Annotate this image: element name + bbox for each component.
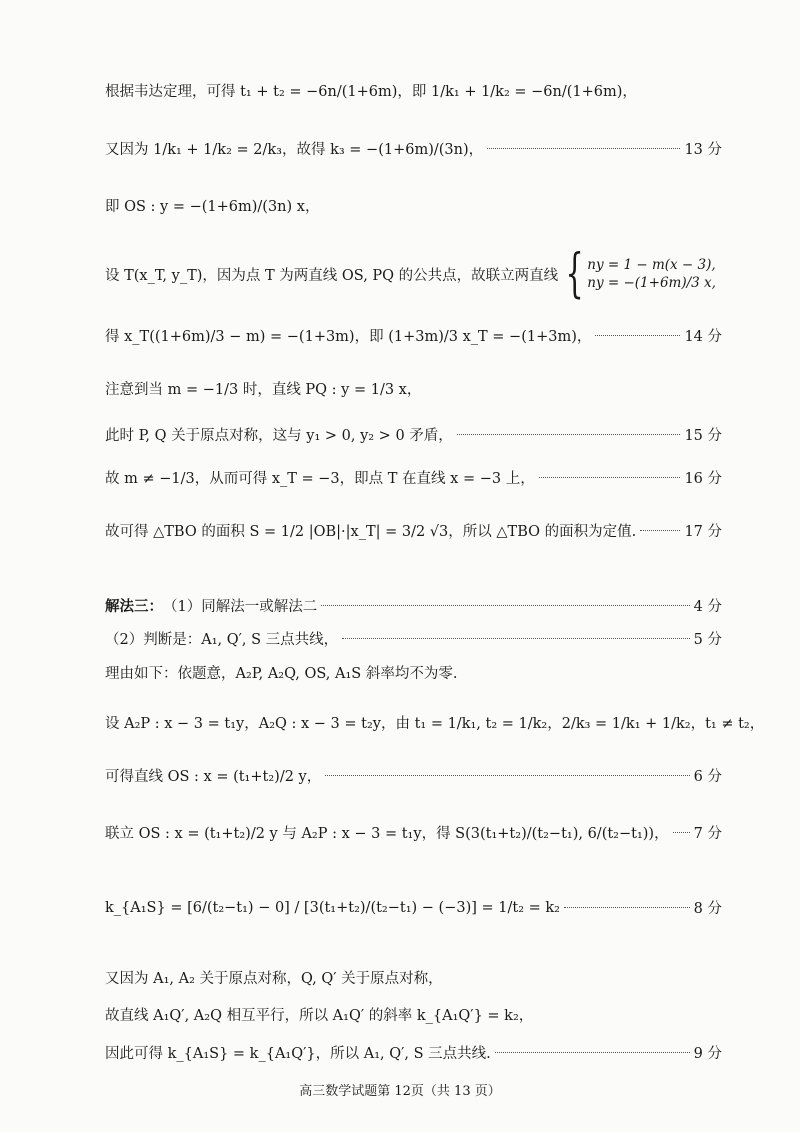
line-text: （2）判断是：A₁, Q′, S 三点共线， [105, 632, 339, 648]
score-mark: 7 分 [693, 826, 722, 842]
line-text: 又因为 A₁, A₂ 关于原点对称，Q, Q′ 关于原点对称， [105, 971, 443, 987]
line-slope-a1s [105, 897, 722, 918]
method-label: 解法三： [105, 598, 163, 615]
line-os [105, 195, 722, 216]
line-t-on-line [105, 467, 722, 488]
score-mark: 17 分 [684, 524, 722, 540]
dot-leader [564, 907, 690, 908]
dot-leader [640, 530, 680, 531]
score-mark: 16 分 [684, 471, 722, 487]
score-mark: 5 分 [693, 632, 722, 648]
line-text: 因此可得 k_{A₁S} = k_{A₁Q′}，所以 A₁, Q′, S 三点共线. [105, 1046, 491, 1062]
line-setup [105, 712, 765, 733]
line-text: 故直线 A₁Q′, A₂Q 相互平行，所以 A₁Q′ 的斜率 k_{A₁Q′} = k₂， [105, 1008, 534, 1024]
line-os-x [105, 765, 722, 786]
score-mark: 13 分 [684, 142, 722, 158]
line-text: k_{A₁S} = [6/(t₂−t₁) − 0] / [3(t₁+t₂)/(t₂−t₁) − (−3)] = 1/t₂ = k₂ [105, 899, 560, 916]
line-parallel [105, 1004, 722, 1025]
equation-system: { ny = 1 − m(x − 3), ny = −(1+6m)/3 x, [565, 244, 716, 304]
dot-leader [342, 638, 689, 639]
line-text: 注意到当 m = −1/3 时，直线 PQ : y = 1/3 x， [105, 382, 422, 398]
line-contradiction [105, 424, 722, 445]
dot-leader [539, 477, 681, 478]
dot-leader [321, 605, 689, 606]
score-mark: 14 分 [684, 329, 722, 345]
line-text: 设 A₂P : x − 3 = t₁y，A₂Q : x − 3 = t₂y，由 t₁ = 1/k₁, t₂ = 1/k₂，2/k₃ = 1/k₁ + 1/k₂，t₁ ≠ t₂， [105, 716, 765, 732]
line-text: 又因为 1/k₁ + 1/k₂ = 2/k₃，故得 k₃ = −(1+6m)/(3n)， [105, 142, 484, 158]
dot-leader [457, 434, 681, 435]
line-text: 此时 P, Q 关于原点对称，这与 y₁ > 0, y₂ > 0 矛盾， [105, 428, 453, 444]
line-reason [105, 662, 722, 683]
line-xt [105, 325, 722, 346]
line-system [105, 244, 722, 304]
line-k3 [105, 138, 722, 159]
line-special-case [105, 378, 722, 399]
score-mark: 9 分 [693, 1046, 722, 1062]
line-area [105, 520, 722, 541]
score-mark: 4 分 [693, 599, 722, 615]
line-text: 根据韦达定理，可得 t₁ + t₂ = −6n/(1+6m)，即 1/k₁ + 1/k₂ = −6n/(1+6m)， [105, 84, 637, 100]
dot-leader [595, 335, 680, 336]
system-eq-2: ny = −(1+6m)/3 x, [587, 275, 716, 291]
dot-leader [325, 775, 689, 776]
line-text: 故 m ≠ −1/3，从而可得 x_T = −3，即点 T 在直线 x = −3 上， [105, 471, 535, 487]
system-eq-1: ny = 1 − m(x − 3), [587, 257, 716, 273]
line-symmetry [105, 967, 722, 988]
line-text: 联立 OS : x = (t₁+t₂)/2 y 与 A₂P : x − 3 = t₁y，得 S(3(t₁+t₂)/(t₂−t₁), 6/(t₂−t₁))， [105, 826, 669, 842]
line-text: （1）同解法一或解法二 [163, 599, 318, 615]
score-mark: 15 分 [684, 428, 722, 444]
line-text: 即 OS : y = −(1+6m)/(3n) x， [105, 199, 320, 215]
score-mark: 8 分 [693, 901, 722, 917]
line-collinear [105, 1042, 722, 1063]
dot-leader [673, 832, 690, 833]
line-vieta [105, 80, 722, 101]
line-point-s [105, 822, 722, 843]
line-text: 设 T(x_T, y_T)，因为点 T 为两直线 OS, PQ 的公共点，故联立两直线 [105, 267, 559, 284]
line-text: 得 x_T((1+6m)/3 − m) = −(1+3m)，即 (1+3m)/3 x_T = −(1+3m)， [105, 329, 592, 345]
line-method3-part1 [105, 595, 722, 616]
line-method3-part2 [105, 628, 722, 649]
dot-leader [487, 148, 680, 149]
line-text: 可得直线 OS : x = (t₁+t₂)/2 y， [105, 769, 322, 785]
line-text: 故可得 △TBO 的面积 S = 1/2 |OB|·|x_T| = 3/2 √3，所以 △TBO 的面积为定值. [105, 524, 637, 540]
score-mark: 6 分 [693, 769, 722, 785]
dot-leader [495, 1052, 690, 1053]
line-text: 理由如下：依题意，A₂P, A₂Q, OS, A₁S 斜率均不为零. [105, 666, 458, 682]
page-footer: 高三数学试题第 12页（共 13 页） [299, 1084, 501, 1099]
